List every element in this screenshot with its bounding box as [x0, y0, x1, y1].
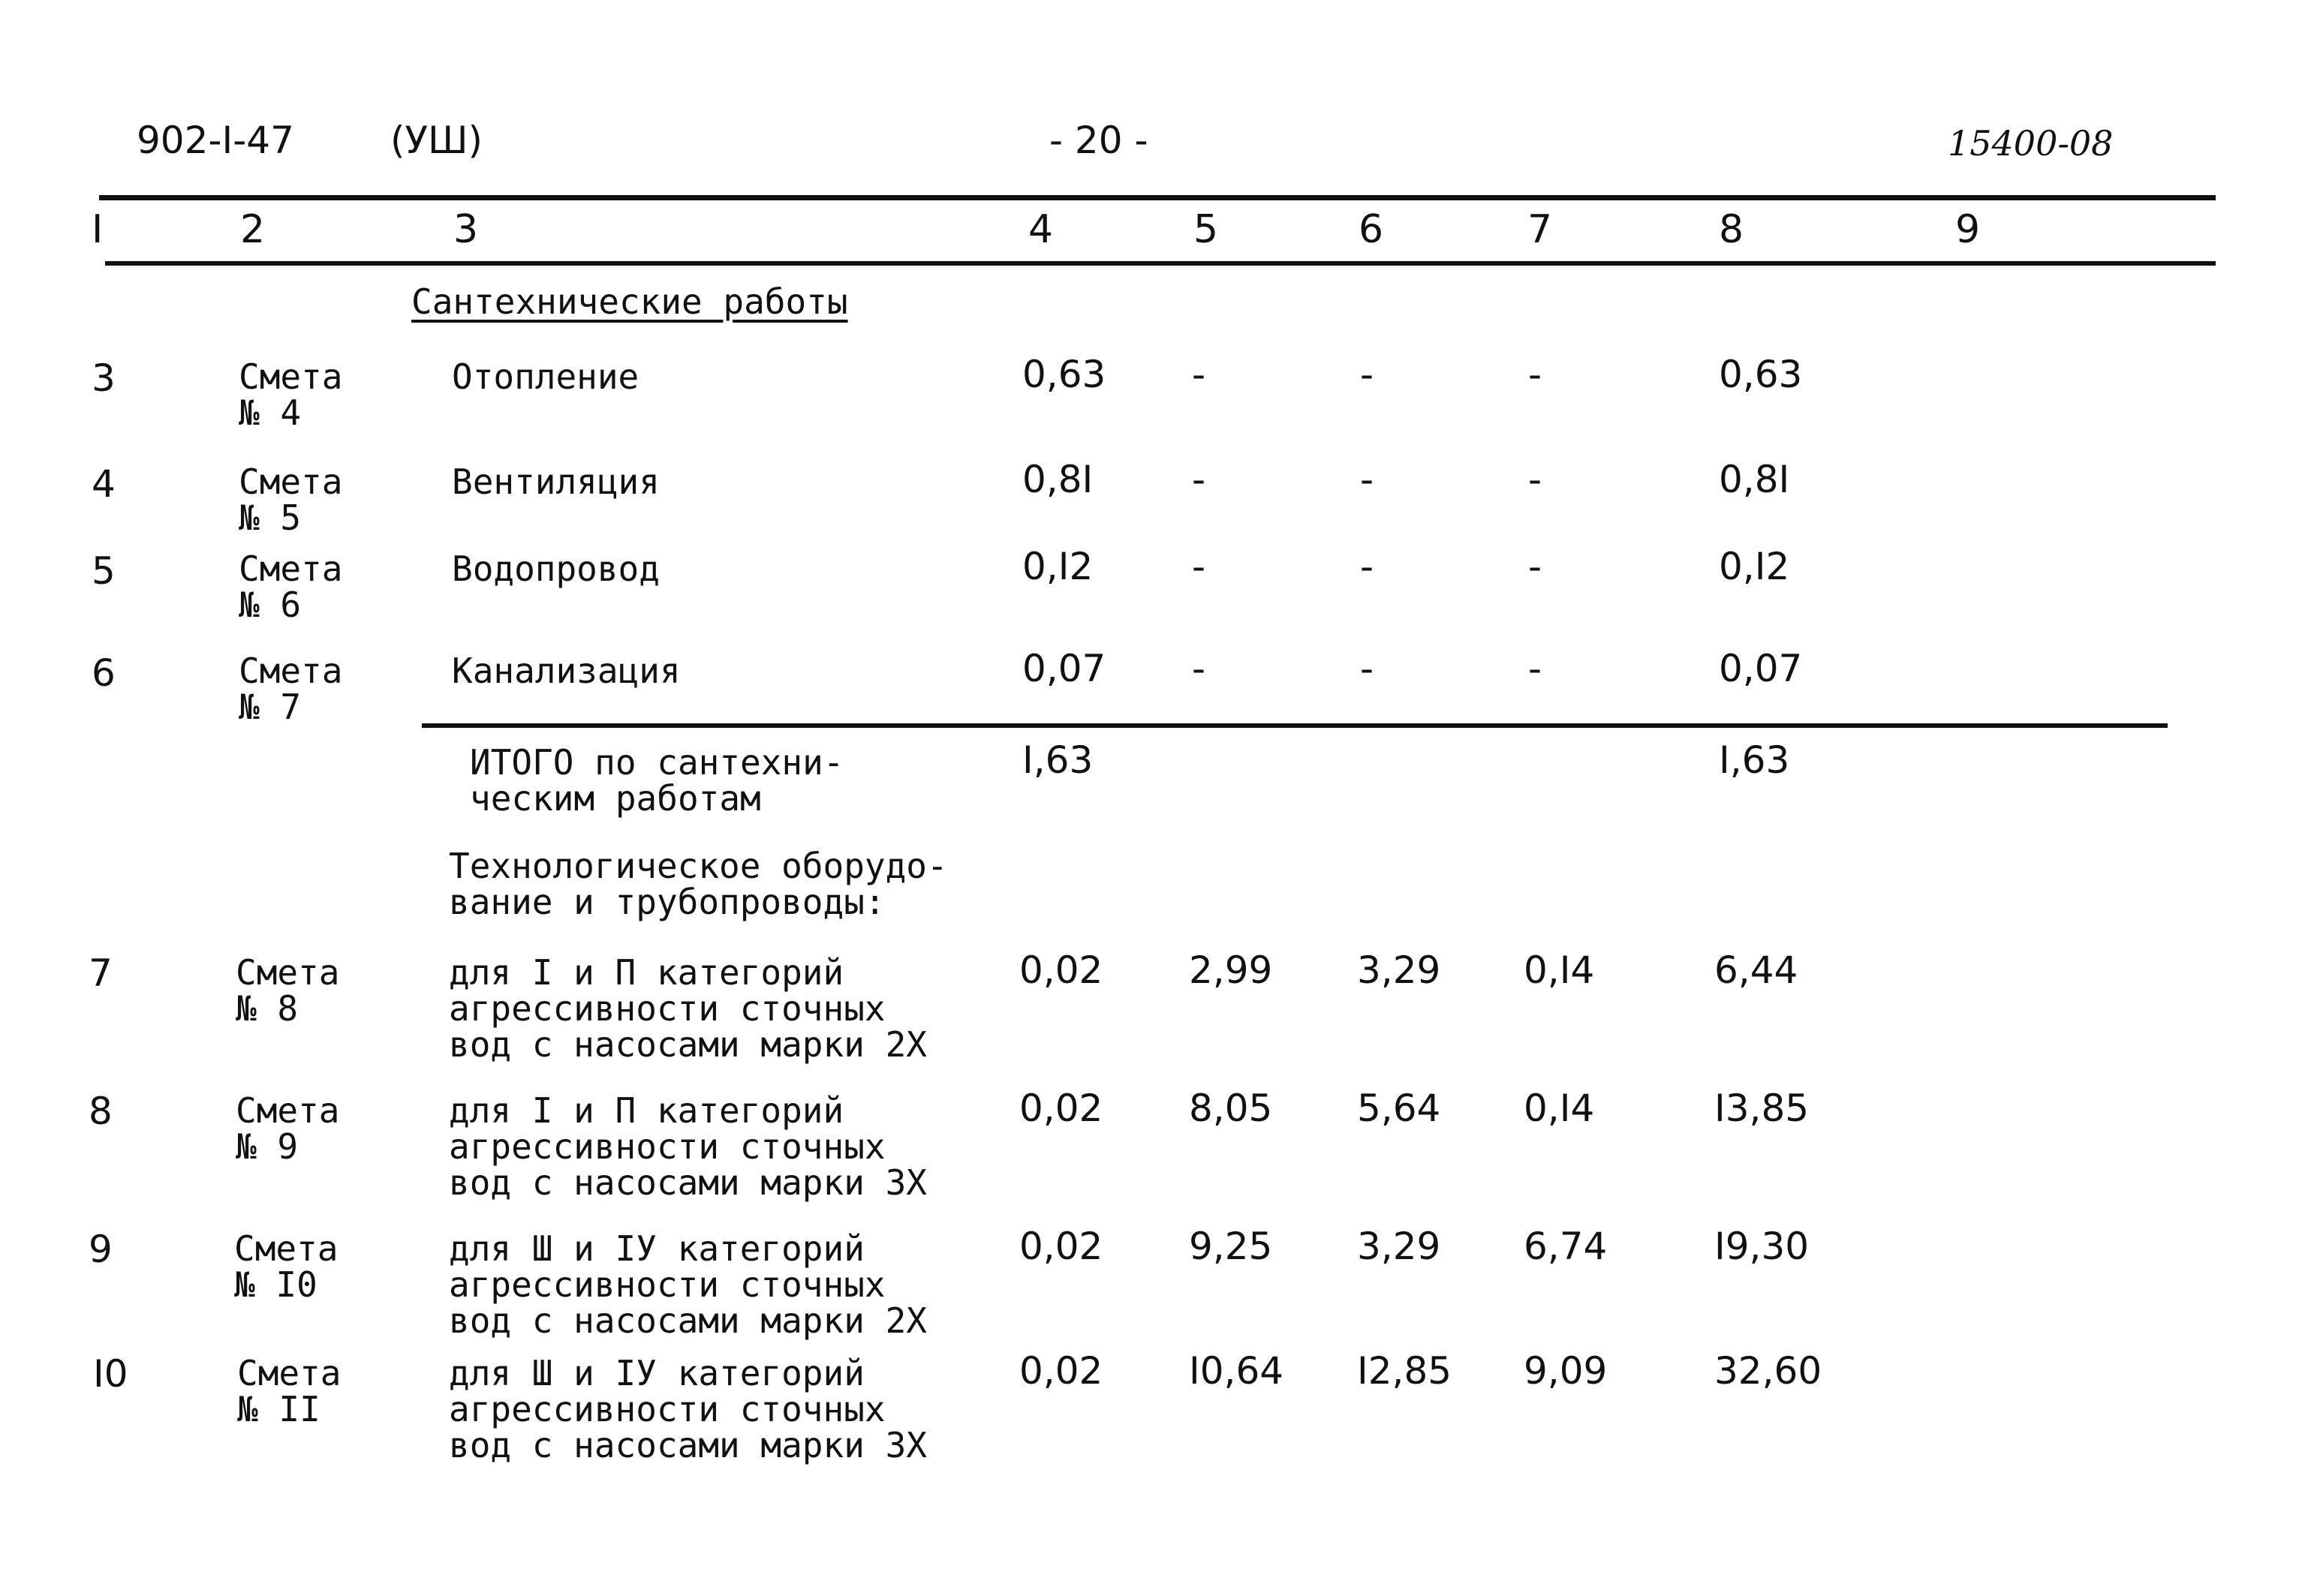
- value-col6: 3,29: [1357, 948, 1441, 992]
- work-name: для I и П категорий агрессивности сточных вод с насосами марки 3Х: [449, 1090, 927, 1203]
- col-header-2: 2: [240, 207, 266, 252]
- value-col4: 0,02: [1019, 1349, 1103, 1393]
- header-bottom-rule: [105, 261, 2216, 266]
- value-col7: -: [1528, 353, 1542, 396]
- work-name: Водопровод: [452, 549, 660, 589]
- col-header-1: I: [92, 207, 104, 252]
- doc-number: 902-I-47: [137, 119, 294, 162]
- work-name: для Ш и IУ категорий агрессивности сточных вод с насосами марки 3Х: [449, 1353, 927, 1465]
- section-title-equipment: Технологическое оборудо- вание и трубопроводы:: [449, 846, 948, 922]
- value-col6: -: [1360, 353, 1374, 396]
- value-col4: 0,07: [1022, 647, 1106, 690]
- section-title-plumbing: Сантехнические работы: [411, 281, 848, 322]
- value-col7: 9,09: [1524, 1349, 1608, 1393]
- col-header-4: 4: [1028, 207, 1054, 252]
- value-col4: 0,02: [1019, 1225, 1103, 1268]
- value-col7: -: [1528, 647, 1542, 690]
- value-col7: -: [1528, 545, 1542, 588]
- value-col4: 0,63: [1022, 353, 1106, 396]
- col-header-9: 9: [1955, 207, 1981, 252]
- estimate-ref: Смета № 8: [236, 952, 340, 1029]
- value-col6: 5,64: [1357, 1087, 1441, 1130]
- row-number: 6: [92, 651, 116, 695]
- value-col7: 0,I4: [1524, 1087, 1595, 1130]
- table-top-rule: [99, 195, 2216, 200]
- estimate-ref: Смета № 4: [239, 356, 343, 433]
- col-header-8: 8: [1719, 207, 1744, 252]
- value-col6: I2,85: [1357, 1349, 1452, 1393]
- value-col8: 0,63: [1719, 353, 1803, 396]
- col-header-5: 5: [1193, 207, 1219, 252]
- value-col7: 0,I4: [1524, 948, 1595, 992]
- work-name: для I и П категорий агрессивности сточных вод с насосами марки 2Х: [449, 952, 927, 1065]
- value-col5: -: [1192, 545, 1206, 588]
- subtotal-rule: [422, 723, 2168, 728]
- value-col8: I9,30: [1714, 1225, 1810, 1268]
- value-col4: 0,8I: [1022, 458, 1094, 501]
- row-number: 4: [92, 462, 116, 506]
- value-col5: -: [1192, 353, 1206, 396]
- value-col8: 6,44: [1714, 948, 1798, 992]
- value-col8: 0,8I: [1719, 458, 1790, 501]
- value-col5: -: [1192, 458, 1206, 501]
- work-name: Отопление: [452, 356, 639, 397]
- work-name: для Ш и IУ категорий агрессивности сточных вод с насосами марки 2Х: [449, 1228, 927, 1341]
- estimate-ref: Смета № II: [237, 1353, 342, 1429]
- value-col4: 0,02: [1019, 948, 1103, 992]
- value-col5: 9,25: [1189, 1225, 1273, 1268]
- row-number: 3: [92, 356, 116, 400]
- estimate-ref: Смета № 6: [239, 549, 343, 625]
- value-col5: I0,64: [1189, 1349, 1284, 1393]
- total-label: ИТОГО по сантехни- ческим работам: [470, 742, 844, 819]
- value-col7: 6,74: [1524, 1225, 1608, 1268]
- row-number: 9: [89, 1228, 113, 1271]
- value-col4: 0,I2: [1022, 545, 1094, 588]
- row-number: 8: [89, 1090, 113, 1133]
- estimate-ref: Смета № 5: [239, 461, 343, 538]
- document-code: 15400-08: [1948, 123, 2114, 164]
- value-col4: 0,02: [1019, 1087, 1103, 1130]
- value-col5: 2,99: [1189, 948, 1273, 992]
- estimate-ref: Смета № 7: [239, 651, 343, 727]
- value-col8: 32,60: [1714, 1349, 1822, 1393]
- value-col5: -: [1192, 647, 1206, 690]
- col-header-7: 7: [1527, 207, 1553, 252]
- estimate-ref: Смета № 9: [236, 1090, 340, 1167]
- value-col6: -: [1360, 458, 1374, 501]
- value-col6: 3,29: [1357, 1225, 1441, 1268]
- estimate-ref: Смета № I0: [234, 1228, 339, 1305]
- col-header-3: 3: [453, 207, 479, 252]
- row-number: 7: [89, 951, 113, 995]
- page-number: - 20 -: [1049, 119, 1148, 162]
- row-number: I0: [93, 1352, 128, 1396]
- work-name: Канализация: [452, 651, 681, 691]
- series-label: (УШ): [390, 119, 483, 162]
- value-col7: -: [1528, 458, 1542, 501]
- value-col6: -: [1360, 545, 1374, 588]
- total-col4: I,63: [1022, 738, 1094, 782]
- col-header-6: 6: [1359, 207, 1384, 252]
- value-col8: 0,I2: [1719, 545, 1790, 588]
- row-number: 5: [92, 549, 116, 593]
- value-col5: 8,05: [1189, 1087, 1273, 1130]
- total-col8: I,63: [1719, 738, 1790, 782]
- work-name: Вентиляция: [452, 461, 660, 502]
- value-col6: -: [1360, 647, 1374, 690]
- value-col8: I3,85: [1714, 1087, 1810, 1130]
- value-col8: 0,07: [1719, 647, 1803, 690]
